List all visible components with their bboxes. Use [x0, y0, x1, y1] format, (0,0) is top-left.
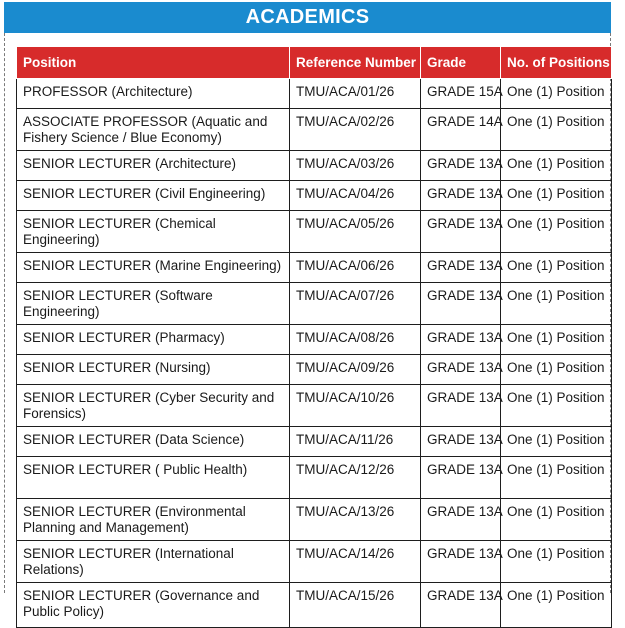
- table-row: [17, 151, 612, 181]
- positions-count-cell: One (1) Position: [501, 583, 612, 628]
- positions-count-cell: One (1) Position: [501, 181, 612, 211]
- reference-number-cell: TMU/ACA/10/26: [290, 385, 421, 427]
- positions-count-cell: One (1) Position: [501, 457, 612, 499]
- grade-cell: GRADE 13A: [421, 151, 501, 181]
- grade-cell: GRADE 13A: [421, 499, 501, 541]
- position-cell: SENIOR LECTURER (Governance and Public Policy): [17, 583, 290, 628]
- positions-count-cell: One (1) Position: [501, 79, 612, 109]
- reference-number-cell: TMU/ACA/03/26: [290, 151, 421, 181]
- table-row: [17, 385, 612, 427]
- positions-count-cell: One (1) Position: [501, 211, 612, 253]
- header-position: Position: [17, 47, 290, 79]
- reference-number-cell: TMU/ACA/07/26: [290, 283, 421, 325]
- reference-number-cell: TMU/ACA/09/26: [290, 355, 421, 385]
- positions-count-cell: One (1) Position: [501, 499, 612, 541]
- reference-number-cell: TMU/ACA/06/26: [290, 253, 421, 283]
- grade-cell: GRADE 13A: [421, 427, 501, 457]
- reference-number-cell: TMU/ACA/14/26: [290, 541, 421, 583]
- grade-cell: GRADE 13A: [421, 355, 501, 385]
- table-row: [17, 211, 612, 253]
- table-row: [17, 79, 612, 109]
- position-cell: SENIOR LECTURER (Architecture): [17, 151, 290, 181]
- table-row: [17, 427, 612, 457]
- grade-cell: GRADE 14A: [421, 109, 501, 151]
- reference-number-cell: TMU/ACA/01/26: [290, 79, 421, 109]
- grade-cell: GRADE 13A: [421, 457, 501, 499]
- position-cell: SENIOR LECTURER (Marine Engineering): [17, 253, 290, 283]
- position-cell: PROFESSOR (Architecture): [17, 79, 290, 109]
- header-no-of-positions: No. of Positions: [501, 47, 612, 79]
- position-cell: SENIOR LECTURER (Environmental Planning and Management): [17, 499, 290, 541]
- positions-count-cell: One (1) Position: [501, 109, 612, 151]
- positions-count-cell: One (1) Position: [501, 385, 612, 427]
- position-cell: SENIOR LECTURER (Nursing): [17, 355, 290, 385]
- header-reference-number: Reference Number: [290, 47, 421, 79]
- reference-number-cell: TMU/ACA/11/26: [290, 427, 421, 457]
- position-cell: SENIOR LECTURER (International Relations): [17, 541, 290, 583]
- table-row: [17, 325, 612, 355]
- reference-number-cell: TMU/ACA/02/26: [290, 109, 421, 151]
- position-cell: SENIOR LECTURER (Civil Engineering): [17, 181, 290, 211]
- positions-count-cell: One (1) Position: [501, 325, 612, 355]
- grade-cell: GRADE 13A: [421, 283, 501, 325]
- positions-count-cell: One (1) Position: [501, 253, 612, 283]
- reference-number-cell: TMU/ACA/04/26: [290, 181, 421, 211]
- reference-number-cell: TMU/ACA/12/26: [290, 457, 421, 499]
- positions-count-cell: One (1) Position: [501, 151, 612, 181]
- table-row: [17, 109, 612, 151]
- positions-count-cell: One (1) Position: [501, 283, 612, 325]
- reference-number-cell: TMU/ACA/05/26: [290, 211, 421, 253]
- table-row: [17, 181, 612, 211]
- grade-cell: GRADE 13A: [421, 253, 501, 283]
- grade-cell: GRADE 15A: [421, 79, 501, 109]
- table-row: [17, 283, 612, 325]
- table-row: [17, 355, 612, 385]
- positions-count-cell: One (1) Position: [501, 355, 612, 385]
- position-cell: SENIOR LECTURER (Software Engineering): [17, 283, 290, 325]
- table-row: [17, 457, 612, 499]
- position-cell: SENIOR LECTURER ( Public Health): [17, 457, 290, 499]
- position-cell: ASSOCIATE PROFESSOR (Aquatic and Fishery Science / Blue Economy): [17, 109, 290, 151]
- table-row: [17, 253, 612, 283]
- table-header-row: [17, 47, 612, 79]
- section-banner: ACADEMICS: [4, 2, 611, 33]
- reference-number-cell: TMU/ACA/13/26: [290, 499, 421, 541]
- position-cell: SENIOR LECTURER (Chemical Engineering): [17, 211, 290, 253]
- grade-cell: GRADE 13A: [421, 325, 501, 355]
- position-cell: SENIOR LECTURER (Data Science): [17, 427, 290, 457]
- reference-number-cell: TMU/ACA/08/26: [290, 325, 421, 355]
- positions-count-cell: One (1) Position: [501, 541, 612, 583]
- grade-cell: GRADE 13A: [421, 583, 501, 628]
- table-row: [17, 541, 612, 583]
- table-row: [17, 583, 612, 628]
- grade-cell: GRADE 13A: [421, 541, 501, 583]
- grade-cell: GRADE 13A: [421, 385, 501, 427]
- grade-cell: GRADE 13A: [421, 211, 501, 253]
- positions-table: [16, 46, 612, 628]
- positions-count-cell: One (1) Position: [501, 427, 612, 457]
- table-body: [17, 79, 612, 628]
- grade-cell: GRADE 13A: [421, 181, 501, 211]
- position-cell: SENIOR LECTURER (Cyber Security and Forensics): [17, 385, 290, 427]
- header-grade: Grade: [421, 47, 501, 79]
- table-row: [17, 499, 612, 541]
- reference-number-cell: TMU/ACA/15/26: [290, 583, 421, 628]
- position-cell: SENIOR LECTURER (Pharmacy): [17, 325, 290, 355]
